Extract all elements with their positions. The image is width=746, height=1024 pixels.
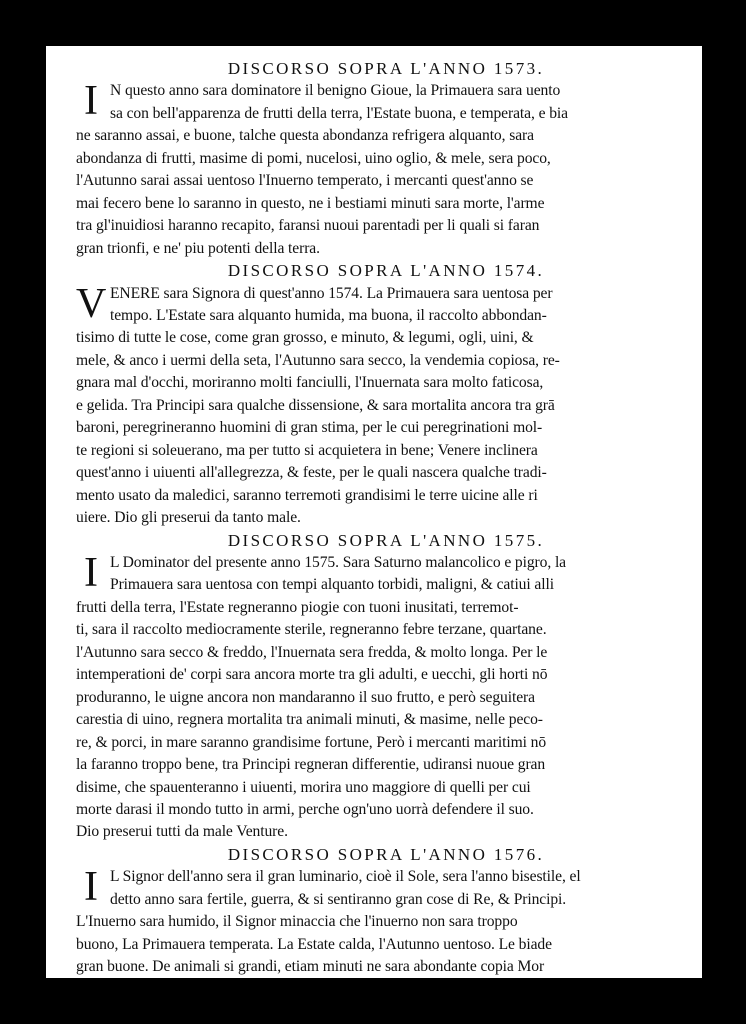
text-line: mai fecero bene lo saranno in questo, ne i bestiami minuti sara morte, l'arme — [76, 194, 545, 212]
text-line: gran trionfi, e ne' piu potenti della terra. — [76, 239, 320, 257]
section-heading: DISCORSO SOPRA L'ANNO 1574. — [227, 261, 545, 281]
text-line: baroni, peregrineranno huomini di gran stima, per le cui peregrinationi mol- — [76, 419, 543, 437]
book-page — [46, 46, 702, 978]
text-line: L'Inuerno sara humido, il Signor minaccia che l'inuerno non sara troppo — [76, 913, 518, 931]
drop-cap: I — [84, 864, 98, 911]
text-line: tra gl'inuidiosi haranno recapito, faransi nuoui parentadi per li quali si faran — [76, 217, 540, 235]
text-line: buono, La Primauera temperata. La Estate calda, l'Autunno uentoso. Le biade — [76, 935, 552, 953]
text-line: carestia di uino, regnera mortalita tra animali minuti, & masime, nelle peco- — [76, 711, 543, 729]
drop-cap: V — [76, 280, 107, 327]
text-line: disime, che spauenteranno i uiuenti, morira uno maggiore di quelli per cui — [76, 778, 531, 796]
text-line: ENERE sara Signora di quest'anno 1574. La Primauera sara uentosa per — [110, 284, 553, 302]
text-line: morte darasi il mondo tutto in armi, perche ogn'uno uorrà defendere il suo. — [76, 800, 534, 818]
text-line: e gelida. Tra Principi sara qualche dissensione, & sara mortalita ancora tra grā — [76, 396, 555, 414]
section-paragraph — [76, 866, 696, 978]
text-line: quest'anno i uiuenti all'allegrezza, & feste, per le quali nascera qualche tradi- — [76, 464, 547, 482]
text-line: detto anno sara fertile, guerra, & si sentiranno gran cose di Re, & Principi. — [110, 890, 567, 908]
text-line: sa con bell'apparenza de frutti della terra, l'Estate buona, e temperata, e bia — [110, 104, 568, 122]
text-line: ti, sara il raccolto mediocramente sterile, regneranno febre terzane, quartane. — [76, 621, 547, 639]
text-line: intemperationi de' corpi sara ancora morte tra gli adulti, e uecchi, gli horti nō — [76, 666, 548, 684]
section-1576 — [76, 844, 696, 978]
text-line: tempo. L'Estate sara alquanto humida, ma buona, il raccolto abbondan- — [110, 306, 547, 324]
text-line: l'Autunno sara secco & freddo, l'Inuernata sera fredda, & molto longa. Per le — [76, 643, 548, 661]
text-line: N questo anno sara dominatore il benigno Gioue, la Primauera sara uento — [110, 82, 561, 100]
text-line: mele, & anco i uermi della seta, l'Autunno sara secco, la vendemia copiosa, re- — [76, 351, 560, 369]
text-line: L Dominator del presente anno 1575. Sara Saturno malancolico e pigro, la — [110, 553, 566, 571]
section-heading: DISCORSO SOPRA L'ANNO 1576. — [227, 844, 545, 864]
text-line: abondanza di frutti, masime di pomi, nucelosi, uino oglio, & mele, sera poco, — [76, 149, 551, 167]
text-line: ne saranno assai, e buone, talche questa abondanza refrigera alquanto, sara — [76, 127, 534, 145]
section-1574 — [76, 260, 696, 529]
section-paragraph — [76, 549, 696, 844]
text-line: la faranno troppo bene, tra Principi regneran differentie, udiransi nuoue gran — [76, 756, 546, 774]
page-text — [76, 58, 696, 978]
drop-cap: I — [84, 549, 98, 596]
text-line: gnara mal d'occhi, moriranno molti fanciulli, l'Inuernata sara molto faticosa, — [76, 374, 544, 392]
text-line: tisimo di tutte le cose, come gran grosso, e minuto, & legumi, ogli, uini, & — [76, 329, 534, 347]
section-heading: DISCORSO SOPRA L'ANNO 1573. — [227, 59, 545, 78]
section-paragraph — [76, 280, 696, 530]
section-heading: DISCORSO SOPRA L'ANNO 1575. — [227, 530, 545, 550]
drop-cap: I — [84, 78, 98, 125]
text-line: Primauera sara uentosa con tempi alquanto torbidi, maligni, & catiui alli — [110, 576, 554, 594]
text-line: Dio preserui tutti da male Venture. — [76, 823, 288, 841]
text-line: l'Autunno sarai assai uentoso l'Inuerno temperato, i mercanti quest'anno se — [76, 172, 534, 190]
text-line: L Signor dell'anno sera il gran luminario, cioè il Sole, sera l'anno bisestile, el — [110, 868, 581, 886]
text-line: frutti della terra, l'Estate regneranno piogie con tuoni inusitati, terremot- — [76, 598, 519, 616]
section-paragraph — [76, 80, 696, 260]
text-line: uiere. Dio gli preserui da tanto male. — [76, 509, 301, 527]
section-1575 — [76, 530, 696, 844]
text-line: mento usato da maledici, saranno terremoti grandisimi le terre uicine alle ri — [76, 486, 538, 504]
text-line: te regioni si soleuerano, ma per tutto si acquietera in bene; Venere inclinera — [76, 441, 538, 459]
text-line: gran buone. De animali si grandi, etiam minuti ne sara abondante copia Mor — [76, 958, 545, 976]
text-line: re, & porci, in mare saranno grandisime fortune, Però i mercanti maritimi nō — [76, 733, 547, 751]
text-line: produranno, le uigne ancora non mandaranno il suo frutto, e però seguitera — [76, 688, 535, 706]
section-1573 — [76, 58, 696, 260]
